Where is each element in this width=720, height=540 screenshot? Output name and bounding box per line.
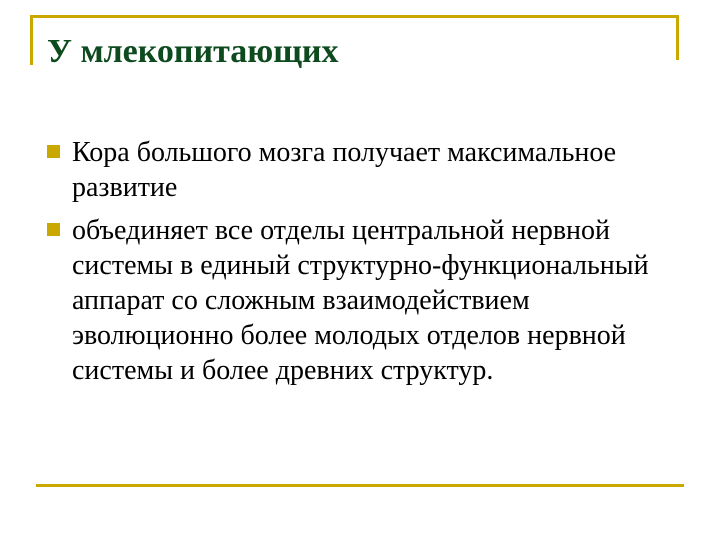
bullet-item-cns	[47, 213, 687, 388]
bullet-text: Кора большого мозга получает максимальное развитие	[72, 137, 617, 203]
square-bullet-icon	[47, 223, 60, 236]
bullet-text: объединяет все отделы центральной нервной системы в единый структурно-функциональный аппарат со сложным взаимодействием эволюционно более молодых отделов нервной системы и более древних структур.	[72, 215, 649, 386]
frame-bottom-line	[36, 484, 684, 487]
slide-title: У млекопитающих	[47, 33, 339, 70]
frame-right-line	[676, 15, 679, 60]
frame-top-line	[30, 15, 678, 18]
bullet-item-cortex	[47, 135, 687, 205]
frame-left-line	[30, 15, 33, 65]
square-bullet-icon	[47, 145, 60, 158]
bullet-list	[47, 135, 687, 396]
